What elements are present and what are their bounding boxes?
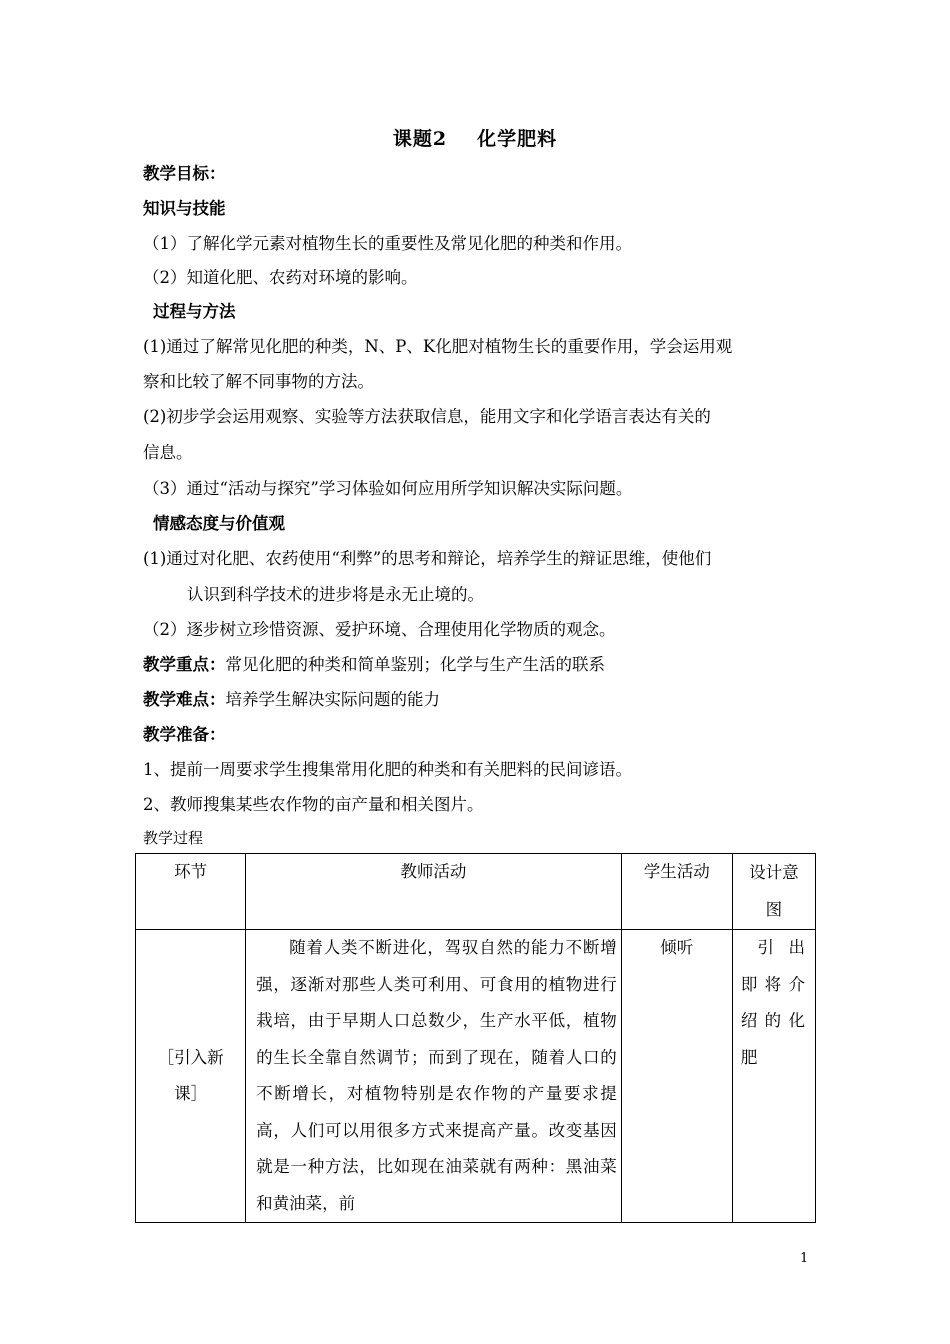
key-points <box>143 655 605 675</box>
header-student-activity: 学生活动 <box>621 854 732 930</box>
process-item-1-line-2: 察和比较了解不同事物的方法。 <box>143 372 374 391</box>
teaching-process-table <box>135 853 816 1223</box>
preparation-item-1: 1、提前一周要求学生搜集常用化肥的种类和有关肥料的民间谚语。 <box>143 760 632 779</box>
header-design-intent: 设计意图 <box>732 854 815 930</box>
process-heading: 过程与方法 <box>153 302 236 321</box>
student-activity-cell: 倾听 <box>621 930 732 1223</box>
page-title <box>0 124 950 151</box>
process-item-2-line-2: 信息。 <box>143 443 193 462</box>
knowledge-item-1: （1）了解化学元素对植物生长的重要性及常见化肥的种类和作用。 <box>143 234 632 253</box>
emotion-item-2: （2）逐步树立珍惜资源、爱护环境、合理使用化学物质的观念。 <box>143 620 616 639</box>
difficulties <box>143 690 440 710</box>
table-header-row <box>136 854 816 930</box>
process-item-3: （3）通过“活动与探究”学习体验如何应用所学知识解决实际问题。 <box>143 479 633 498</box>
knowledge-item-2: （2）知道化肥、农药对环境的影响。 <box>143 268 418 287</box>
objectives-heading: 教学目标： <box>143 164 226 183</box>
title-part1: 课题2 <box>392 128 448 150</box>
title-part2: 化学肥料 <box>477 128 558 150</box>
process-item-1-line-1: (1)通过了解常见化肥的种类，N、P、K化肥对植物生长的重要作用，学会运用观 <box>143 337 733 356</box>
header-teacher-activity: 教师活动 <box>246 854 622 930</box>
process-item-2-line-1: (2)初步学会运用观察、实验等方法获取信息，能用文字和化学语言表达有关的 <box>143 407 711 426</box>
emotion-item-1-line-2: 认识到科学技术的进步将是永无止境的。 <box>187 585 484 604</box>
stage-cell: ［引入新课］ <box>136 930 246 1223</box>
design-intent-cell: 引出即将介绍的化肥 <box>732 930 815 1223</box>
emotion-item-1-line-1: (1)通过对化肥、农药使用“利弊”的思考和辩论，培养学生的辩证思维，使他们 <box>143 549 712 568</box>
process-label: 教学过程 <box>143 829 204 847</box>
preparation-heading: 教学准备： <box>143 725 226 744</box>
knowledge-heading: 知识与技能 <box>143 199 226 218</box>
table-row <box>136 930 816 1223</box>
teacher-activity-cell: 随着人类不断进化，驾驭自然的能力不断增强，逐渐对那些人类可利用、可食用的植物进行栽培，由于早期人口总数少，生产水平低，植物的生长全靠自然调节；而到了现在，随着人口的不断增长，对植物特别是农作物的产量要求提高，人们可以用很多方式来提高产量。改变基因就是一种方法，比如现在油菜就有两种：黑油菜和黄油菜，前 <box>246 930 622 1223</box>
key-points-text: 常见化肥的种类和简单鉴别；化学与生产生活的联系 <box>225 655 605 674</box>
key-points-label: 教学重点： <box>143 655 226 674</box>
preparation-item-2: 2、教师搜集某些农作物的亩产量和相关图片。 <box>143 795 484 814</box>
difficulties-text: 培养学生解决实际问题的能力 <box>225 690 440 709</box>
page-number: 1 <box>800 1251 809 1266</box>
emotion-heading: 情感态度与价值观 <box>153 514 285 533</box>
difficulties-label: 教学难点： <box>143 690 226 709</box>
header-stage: 环节 <box>136 854 246 930</box>
